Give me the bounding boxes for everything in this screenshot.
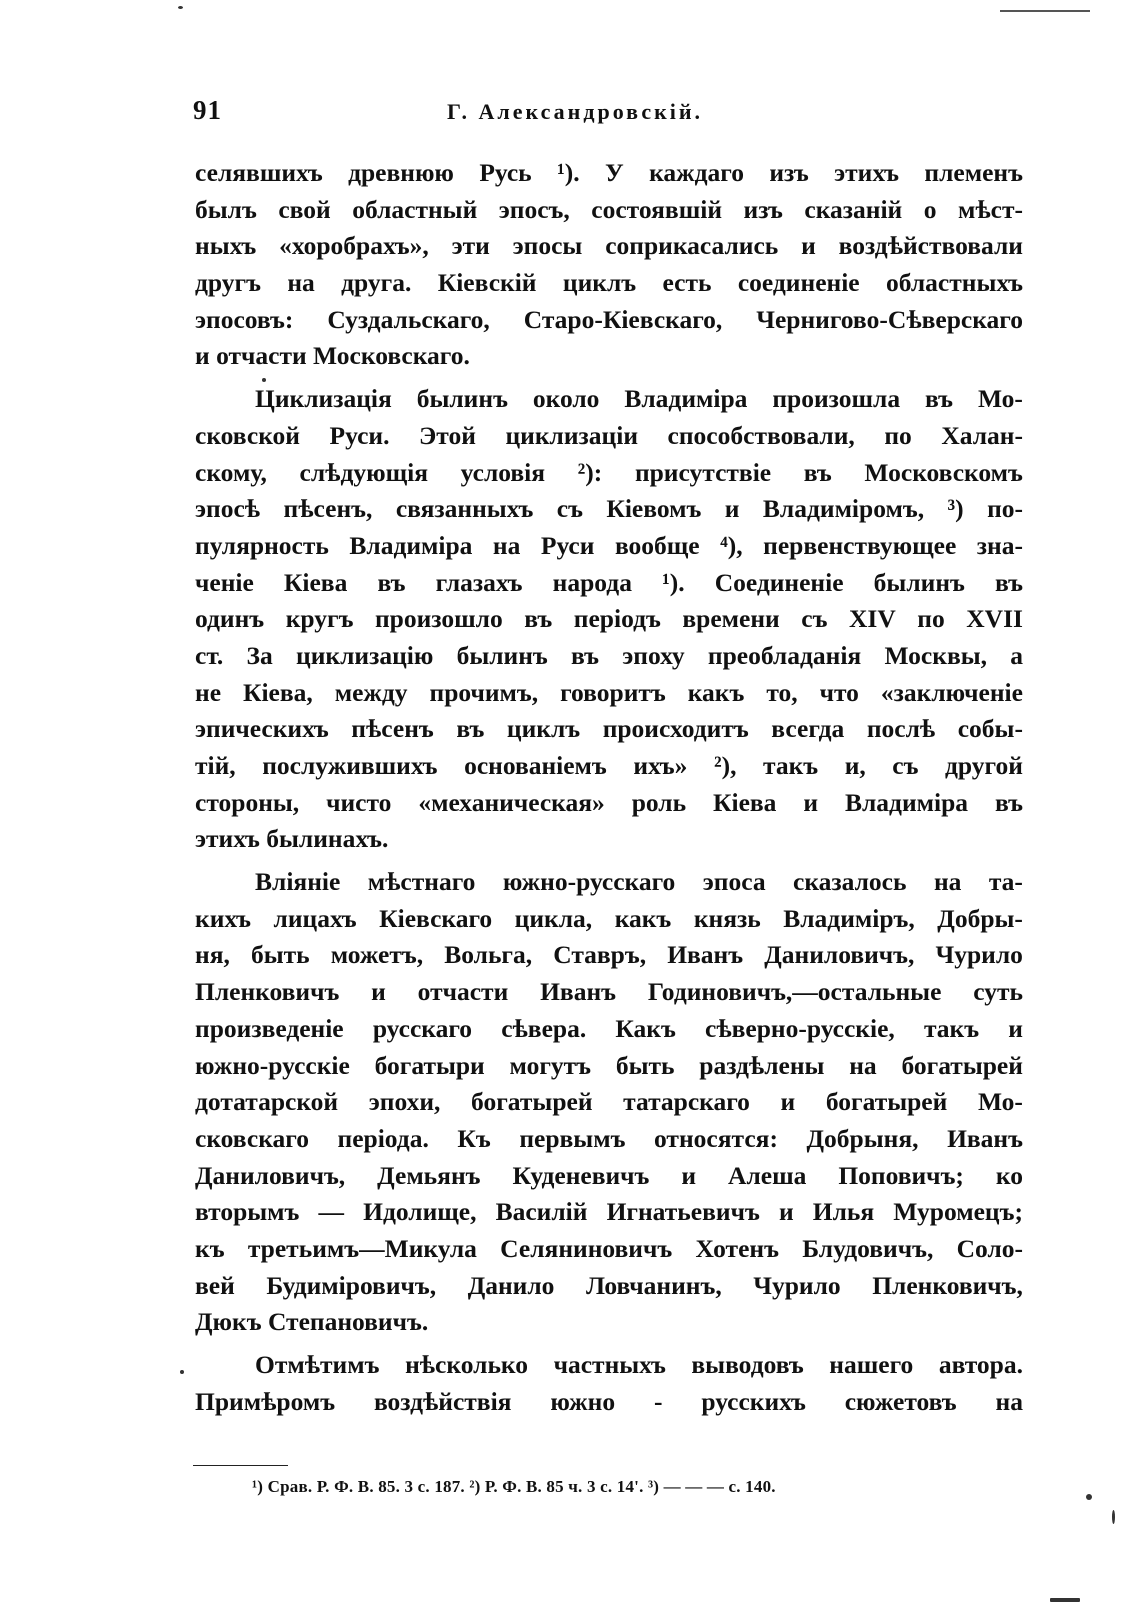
paragraph-2: [195, 381, 1023, 858]
text-line: ня, быть можетъ, Вольга, Ставръ, Иванъ Даниловичъ, Чурило: [195, 940, 1023, 970]
text-line: пулярность Владиміра на Руси вообще ⁴), первенствующее зна-: [195, 530, 1023, 560]
text-line: эпосѣ пѣсенъ, связанныхъ съ Кіевомъ и Владиміромъ, ³) по-: [195, 494, 1023, 524]
text-line: эпосовъ: Суздальскаго, Старо-Кіевскаго, Черниговo-Сѣверскаго: [195, 304, 1023, 334]
text-line: скому, слѣдующія условія ²): присутствіе въ Московскомъ: [195, 457, 1023, 487]
text-line: вей Будиміровичъ, Данило Ловчанинъ, Чурило Пленковичъ,: [195, 1270, 1023, 1300]
text-line: сковскаго періода. Къ первымъ относятся: Добрыня, Иванъ: [195, 1123, 1023, 1153]
paragraph-1: [195, 155, 1023, 375]
scan-speck: [1086, 1494, 1092, 1500]
scan-edge-top-right: [1000, 10, 1090, 12]
text-line: сковской Руси. Этой циклизаціи способствовали, по Халан-: [195, 420, 1023, 450]
paragraph-3: [195, 864, 1023, 1341]
scan-speck: [180, 1370, 184, 1374]
text-line: вторымъ — Идолище, Василій Игнатьевичъ и Илья Муромецъ;: [195, 1197, 1023, 1227]
scan-speck: [1050, 1598, 1080, 1602]
text-line: этихъ былинахъ.: [195, 824, 389, 854]
page-number: 91: [193, 95, 222, 125]
running-head: Г. Александровскій.: [447, 99, 704, 124]
footnote-divider: [193, 1465, 288, 1466]
text-line: тій, послужившихъ основаніемъ ихъ» ²), такъ и, съ другой: [195, 751, 1023, 780]
text-line: произведеніе русскаго сѣвера. Какъ сѣверно-русскіе, такъ и: [195, 1013, 1023, 1043]
text-line: ныхъ «хоробрахъ», эти эпосы соприкасались и воздѣйствовали: [195, 231, 1023, 261]
scan-speck: [178, 6, 183, 9]
text-line: ченіе Кіева въ глазахъ народа ¹). Соединеніе былинъ въ: [195, 567, 1023, 597]
text-line: Даниловичъ, Демьянъ Куденевичъ и Алеша Поповичъ; ко: [195, 1160, 1023, 1190]
text-line: эпическихъ пѣсенъ въ циклъ происходитъ всегда послѣ собы-: [195, 714, 1023, 744]
text-line: къ третьимъ—Микула Селяниновичъ Хотенъ Блудовичъ, Соло-: [195, 1233, 1023, 1263]
text-line: и отчасти Московскаго.: [195, 341, 470, 371]
scan-speck: [1112, 1510, 1115, 1524]
text-line: дотатарской эпохи, богатырей татарскаго и богатырей Мо-: [195, 1087, 1023, 1117]
text-line: южно-русскіе богатыри могутъ быть раздѣлены на богатырей: [195, 1050, 1023, 1080]
text-line: другъ на друга. Кіевскій циклъ есть соединеніе областныхъ: [195, 268, 1023, 298]
footnotes: ¹) Срав. Р. Ф. В. 85. 3 с. 187. ²) Р. Ф. В. 85 ч. 3 с. 14'. ³) — — — с. 140.: [252, 1477, 776, 1496]
text-line: не Кіева, между прочимъ, говоритъ какъ то, что «заключеніе: [195, 677, 1023, 707]
text-line: Примѣромъ воздѣйствія южно - русскихъ сюжетовъ на: [195, 1386, 1023, 1416]
text-line: одинъ кругъ произошло въ періодъ времени съ XIV по XVII: [195, 604, 1023, 634]
text-line: ст. За циклизацію былинъ въ эпоху преобладанія Москвы, а: [195, 640, 1023, 670]
scan-speck: [262, 378, 266, 382]
text-line: Дюкъ Степановичъ.: [195, 1307, 429, 1337]
text-line: былъ свой областный эпосъ, состоявшій изъ сказаній о мѣст-: [195, 194, 1023, 224]
text-line: Пленковичъ и отчасти Иванъ Годиновичъ,—остальные суть: [195, 977, 1023, 1007]
text-line: селявшихъ древнюю Русь ¹). У каждаго изъ этихъ племенъ: [195, 158, 1023, 187]
text-line: кихъ лицахъ Кіевскаго цикла, какъ князь Владиміръ, Добры-: [195, 903, 1023, 933]
paragraph-4: [195, 1347, 1023, 1420]
text-line: Циклизація былинъ около Владиміра произошла въ Мо-: [255, 384, 1023, 414]
body-text: [195, 155, 1023, 1420]
text-line: стороны, чисто «механическая» роль Кіева и Владиміра въ: [195, 787, 1023, 817]
text-line: Вліяніе мѣстнаго южно-русскаго эпоса сказалось на та-: [255, 867, 1023, 897]
text-line: Отмѣтимъ нѣсколько частныхъ выводовъ нашего автора.: [255, 1350, 1023, 1379]
